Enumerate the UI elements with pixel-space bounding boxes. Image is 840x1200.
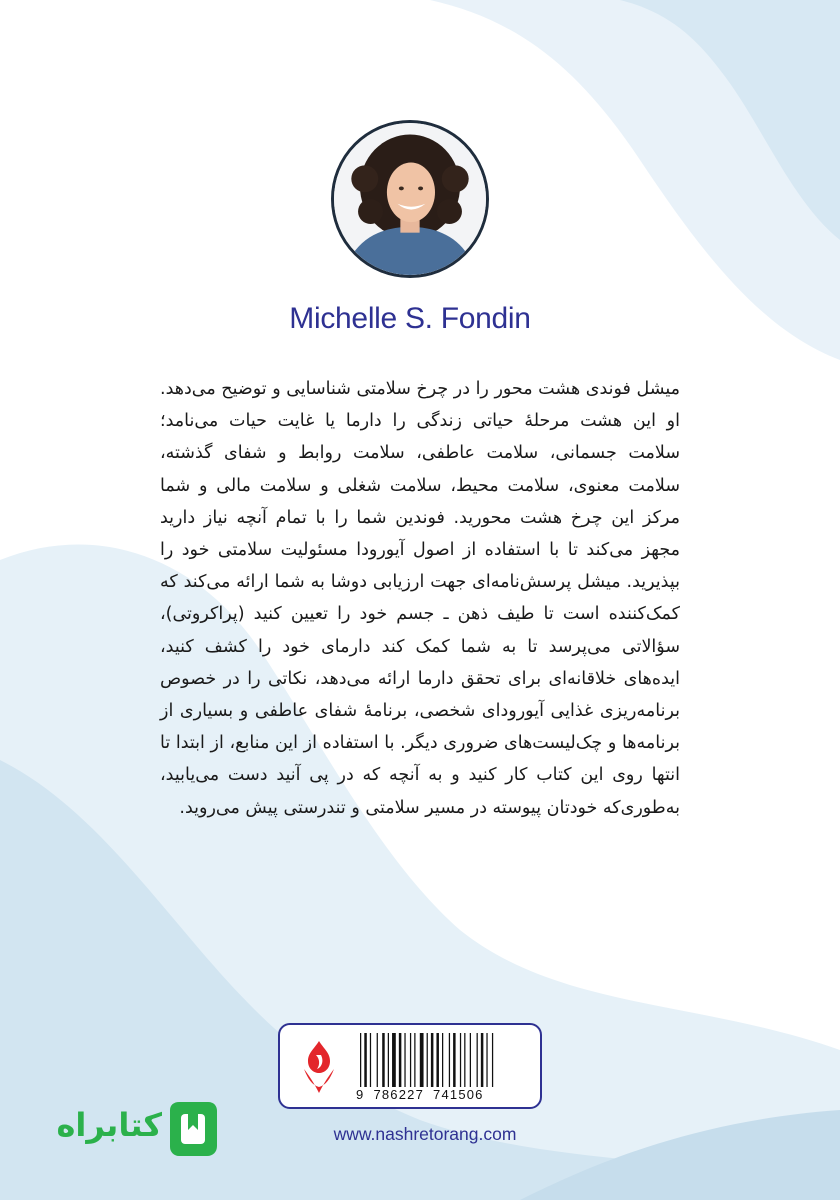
barcode-bar (377, 1033, 378, 1087)
barcode-bar (492, 1033, 493, 1087)
store-logo (40, 1100, 215, 1160)
barcode-bar (477, 1033, 478, 1087)
barcode-bar (414, 1033, 415, 1087)
barcode-bar (442, 1033, 443, 1087)
book-description: میشل فوندی هشت محور را در چرخ سلامتی شناسایی و توضیح می‌دهد. او این هشت مرحلهٔ حیاتی زندگی را دارما یا غایت حیات می‌نامد؛ سلامت جسمانی، سلامت عاطفی، سلامت روابط و شفای گذشته، سلامت معنوی، سلامت محیط، سلامت شغلی و سلامت مالی و شما مرکز این چرخ هشت محورید. فوندین شما را با تمام آنچه نیاز دارید مجهز می‌کند تا با استفاده از اصول آیورودا مسئولیت سلامتی خود را بپذیرید. میشل پرسش‌نامه‌ای جهت ارزیابی دوشا به شما ارائه می‌کند که کمک‌کننده است تا طیف ذهن ـ جسم خود را تعیین کنید (پراکروتی)، سؤالاتی می‌پرسد تا به شما کمک کند دارمای خود را کشف کنید، ایده‌های خلاقانه‌ای برای تحقق دارما ارائه می‌دهد، نکاتی را در خصوص برنامه‌ریزی غذایی آیورودای شخصی، برنامهٔ شفای عاطفی و بسیاری از برنامه‌ها و چک‌لیست‌های ضروری دیگر. با استفاده از این منابع، از ابتدا تا انتها روی این کتاب کار کنید و به آنچه که در پی آنید دست می‌یابید، به‌طوری‌که خودتان پیوسته در مسیر سلامتی و تندرستی پیش می‌روید. (160, 379, 680, 818)
author-name: Michelle S. Fondin (289, 302, 531, 335)
barcode-bar (370, 1033, 371, 1087)
barcode-bar (404, 1033, 405, 1087)
publisher-website[interactable]: www.nashretorang.com (333, 1124, 517, 1144)
barcode-bar (486, 1033, 487, 1087)
barcode-bar (382, 1033, 385, 1087)
barcode-digit-group: 786227 (373, 1087, 425, 1102)
barcode-bar (464, 1033, 465, 1087)
barcode-box (278, 1023, 542, 1109)
isbn-barcode (358, 1033, 530, 1087)
barcode-bar (460, 1033, 461, 1087)
barcode-number (356, 1087, 534, 1102)
barcode-bar (360, 1033, 361, 1087)
barcode-bar (449, 1033, 450, 1087)
barcode-bar (436, 1033, 439, 1087)
barcode-digit-group: 741506 (433, 1087, 484, 1102)
barcode-bar (420, 1033, 424, 1087)
barcode-bar (410, 1033, 411, 1087)
barcode-digit-group: 9 (356, 1087, 365, 1102)
barcode-bar (364, 1033, 367, 1087)
barcode-bar (392, 1033, 396, 1087)
barcode-bar (388, 1033, 389, 1087)
barcode-bar (427, 1033, 428, 1087)
barcode-bar (481, 1033, 484, 1087)
book-bookmark-icon (166, 1100, 220, 1158)
barcode-bar (431, 1033, 434, 1087)
publisher-logo-icon (296, 1039, 342, 1095)
barcode-bar (399, 1033, 402, 1087)
barcode-bar (453, 1033, 456, 1087)
author-photo (331, 120, 489, 278)
barcode-bar (470, 1033, 471, 1087)
store-name: کتابراه (56, 1106, 162, 1144)
